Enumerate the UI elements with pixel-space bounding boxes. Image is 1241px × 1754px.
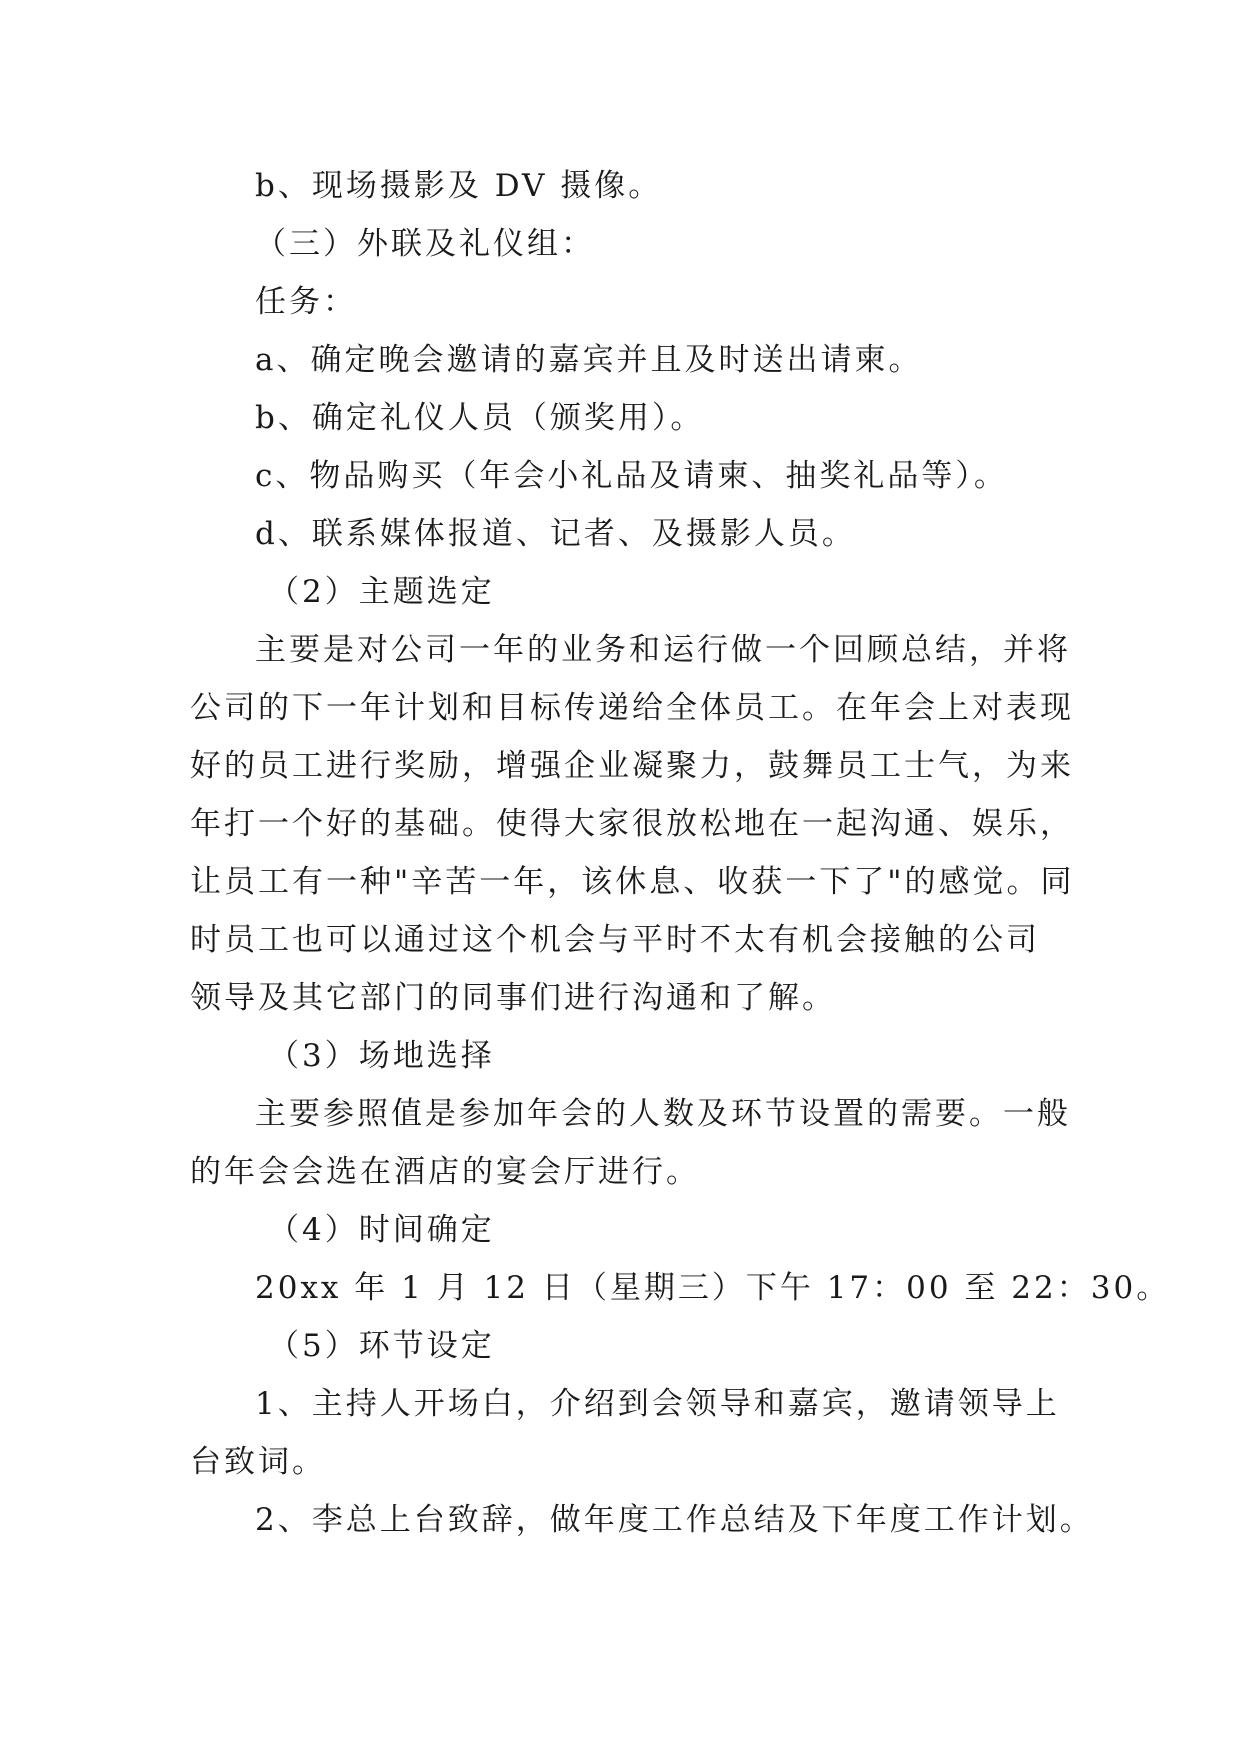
section-heading: （5）环节设定	[268, 1328, 495, 1364]
paragraph-line: 2、李总上台致辞，做年度工作总结及下年度工作计划。	[255, 1502, 1094, 1538]
paragraph-line: 的年会会选在酒店的宴会厅进行。	[190, 1154, 700, 1190]
text-line: c、物品购买（年会小礼品及请柬、抽奖礼品等）。	[255, 458, 1008, 494]
text-line: d、联系媒体报道、记者、及摄影人员。	[255, 516, 856, 552]
text-line: b、现场摄影及 DV 摄像。	[255, 168, 663, 204]
paragraph-line: 主要是对公司一年的业务和运行做一个回顾总结，并将	[255, 632, 1071, 668]
section-heading: （三）外联及礼仪组：	[255, 226, 595, 262]
paragraph-line: 台致词。	[190, 1444, 326, 1480]
paragraph-line: 主要参照值是参加年会的人数及环节设置的需要。一般	[255, 1096, 1071, 1132]
section-heading: （4）时间确定	[268, 1212, 495, 1248]
paragraph-line: 公司的下一年计划和目标传递给全体员工。在年会上对表现	[190, 690, 1074, 726]
paragraph-line: 领导及其它部门的同事们进行沟通和了解。	[190, 980, 836, 1016]
paragraph-line: 1、主持人开场白，介绍到会领导和嘉宾，邀请领导上	[255, 1386, 1060, 1422]
paragraph-line: 年打一个好的基础。使得大家很放松地在一起沟通、娱乐，	[190, 806, 1074, 842]
text-line: 任务：	[255, 284, 357, 320]
paragraph-line: 让员工有一种"辛苦一年，该休息、收获一下了"的感觉。同	[190, 864, 1075, 900]
text-line: 20xx 年 1 月 12 日（星期三）下午 17：00 至 22：30。	[255, 1270, 1171, 1306]
paragraph-line: 好的员工进行奖励，增强企业凝聚力，鼓舞员工士气，为来	[190, 748, 1074, 784]
section-heading: （3）场地选择	[268, 1038, 495, 1074]
paragraph-line: 时员工也可以通过这个机会与平时不太有机会接触的公司	[190, 922, 1040, 958]
section-heading: （2）主题选定	[268, 574, 495, 610]
text-line: b、确定礼仪人员（颁奖用）。	[255, 400, 705, 436]
text-line: a、确定晚会邀请的嘉宾并且及时送出请柬。	[255, 342, 923, 378]
